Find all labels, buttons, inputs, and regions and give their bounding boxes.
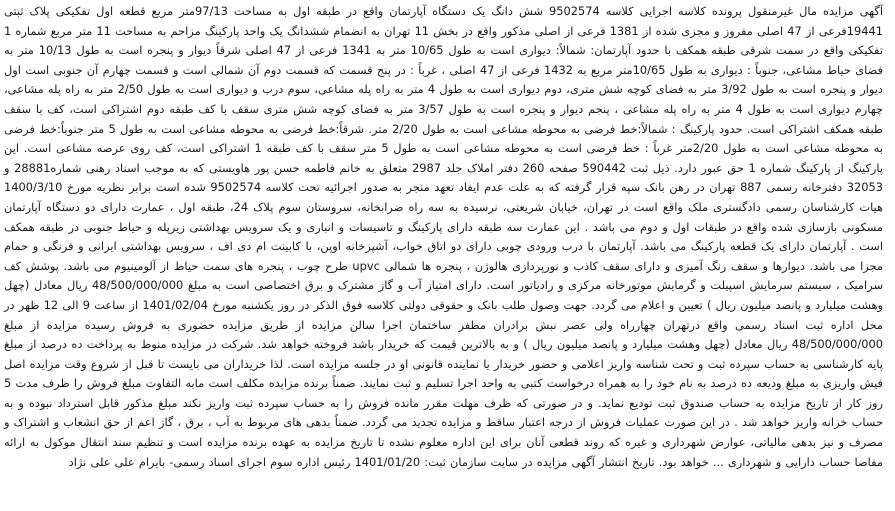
auction-notice-text: آگهی مزایده مال غیرمنقول پرونده کلاسه اجرایی کلاسه 9502574 شش دانگ یک دستگاه آپارتمان واقع در طبقه اول به مساحت 97/13متر مربع قطعه اول تفکیکی پلاک ثبتی 19441فرعی از 47 اصلی مفروز و مجزی شده از 1381 فرعی از اصلی مذکور واقع در بخش 11 تهران به انضمام ششدانگ یک واحد پارکینگ مزاحم به مساحت 11 متر مربع شماره 1 تفکیکی واقع در سمت شرقی طبقه همکف با حدود آپارتمان: شمالاً: دیواری است به طول 10/65 متر به 1341 فرعی از 47 اصلی شرقاً دیوار و پنجره است به طول 10/13 متر به فضای حیاط مشاعی، جنوباً : دیواری به طول 10/65متر مربع به 1432 فرعی از 47 اصلی ، غرباً : در پنج قسمت که قسمت دوم آن شمالی است و قسمت چهارم آن جنوبی است اول دیوار و پنجره است به طول 3/92 متر به فضای کوچه شش متری، دوم دیواری است به طول 4 متر به راه پله مشاعی، سوم درب و دیواری است به طول 2/50 متر به راه پله مشاعی، چهارم دیواری است به طول 4 متر به راه پله مشاعی ، پنجم دیوار و پنجره است به طول 3/57 متر به فضای کوچه شش متری سقف با کف طبقه دوم اشتراکی است، کف با سقف طبقه همکف اشتراکی است. حدود پارکینگ : شمالاً:خط فرضی به محوطه مشاعی است به طول 2/20 متر. شرقاً:خط فرضی به محوطه مشاعی است به طول 5 متر جنوباً:خط فرضی به محوطه مشاعی است به طول 2/20متر غرباً : خط فرضی است به محوطه مشاعی است به طول 5 متر سقف با کف طبقه 1 اشتراکی است، کف روی عرصه مشاعی است. این پارکینگ از پارکینگ شماره 1 حق عبور دارد. ذیل ثبت 590442 صفحه 260 دفتر املاک جلد 2987 متعلق به خانم فاطمه حسن پور هاویستی که به موجب اسناد رهنی شماره28881 و 32053 دفترخانه رسمی 887 تهران در رهن بانک سپه قرار گرفته که به علت عدم ایفاد تعهد منجر به صدور اجرائیه تحت کلاسه 9502574 شده است برابر نظریه مورخ 1400/3/10 هیات کارشناسان رسمی دادگستری ملک واقع است در تهران، خیابان شریعتی، نرسیده به سه راه ضرابخانه، سروستان سوم پلاک 24، طبقه اول ، عمارت دارای دو دستگاه آپارتمان مسکونی بازسازی شده واقع در طبقات اول و دوم می باشد . این عمارت سه طبقه دارای پارکینگ و تاسیسات و انباری و یک سرویس بهداشتی زیرپله و حیاط جنوبی در طبقه همکف است . آپارتمان دارای یک قطعه پارکینگ می باشد. آپارتمان با درب ورودی چوبی دارای دو اتاق خواب، آشپزخانه اوپن، با کابینت ام دی اف ، سرویس بهداشتی ایرانی و فرنگی و حمام مجزا می باشد. دیوارها و سقف رنگ آمیزی و دارای سقف کاذب و نورپردازی هالوژن ، پنجره ها شمالی upvc طرح چوب ، پنجره های سمت حیاط از آلومینیوم می باشد. پوشش کف سرامیک ، سیستم سرمایش اسپیلت و گرمایش موتورخانه مرکزی و رادیاتور است. دارای امتیاز آب و گاز مشترک و برق اختصاصی است به مبلغ 48/500/000/000 ریال معادل (چهل وهشت میلیارد و پانصد میلیون ریال ) تعیین و اعلام می گردد. جهت وصول طلب بانک و حقوقی دولتی کلاسه فوق الذکر در روز یکشنبه مورخ 1401/02/04 از ساعت 9 الی 12 ظهر در محل اداره ثبت اسناد رسمی واقع درتهران چهارراه ولی عصر نبش برادران مظفر ساختمان اجرا سالن مزایده از طریق مزایده حضوری به فروش رسیده مزایده از مبلغ 48/500/000/000 ریال معادل (چهل وهشت میلیارد و پانصد میلیون ریال ) و به بالاترین قیمت که خریدار باشد فروخته خواهد شد. شرکت در مزایده منوط به پرداخت ده درصد از مبلغ پایه کارشناسی به حساب سپرده ثبت و تحت شناسه واریز اعلامی و حضور خریدار یا نماینده قانونی او در جلسه مزایده است. لذا خریداران می بایست تا قبل از شروع وقت مزایده اصل فیش واریزی به مبلغ ودیعه ده درصد به نام خود را به همراه درخواست کتبی به واحد اجرا تسلیم و ثبت نمایند. ضمناً برنده مزایده مکلف است مابه التفاوت مبلغ فروش را ظرف مدت 5 روز کار از تاریخ مزایده به حساب صندوق ثبت تودیع نماید. و در صورتی که ظرف مهلت مقرر مانده فروش را به حساب سپرده ثبت واریز نکند مبلغ مذکور قابل استرداد نبوده و به حساب خزانه واریز خواهد شد . در این صورت عملیات فروش از درجه اعتبار ساقط و مزایده تجدید می گردد. ضمناً بدهی های مربوط به آب ، برق ، گاز اعم از حق انشعاب و اشتراک و مصرف و نیز بدهی مالیاتی، عوارض شهرداری و غیره که روند قطعی آنان برای این اداره معلوم نشده تا تاریخ مزایده به عهده برنده مزایده است و تنظیم سند انتقال موکول به ارائه مفاصا حساب دارایی و شهرداری ... خواهد بود. تاریخ انتشار آگهی مزایده در سایت سازمان ثبت: 1401/01/20 رئیس اداره سوم اجرای اسناد رسمی- بایرام علی علی نژاد	[4, 4, 884, 469]
